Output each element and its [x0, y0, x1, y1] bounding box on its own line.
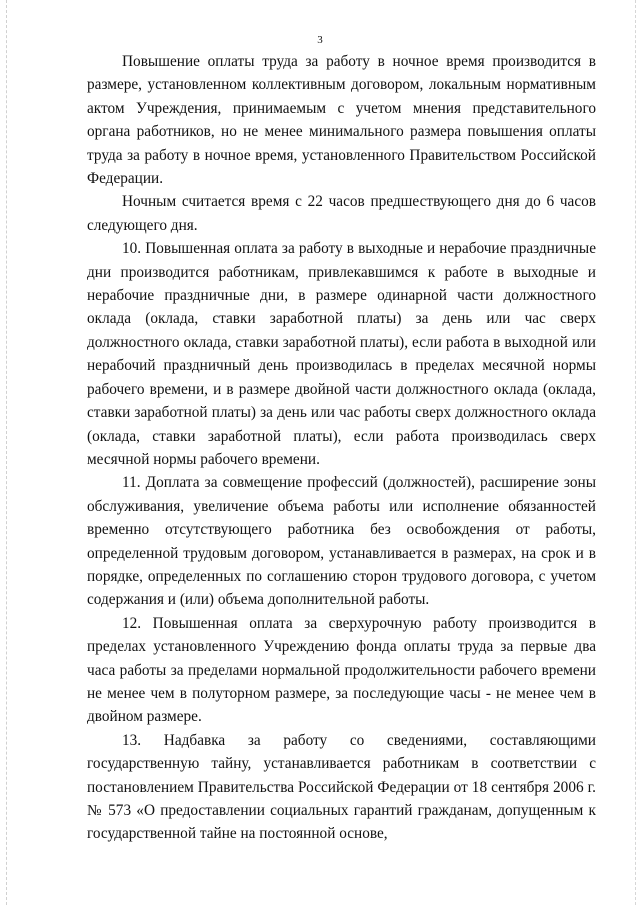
paragraph-11-combined-duties-pay: 11. Доплата за совмещение профессий (должностей), расширение зоны обслуживания, увеличение объема работы или исполнение обязанностей временно отсутствующего работника без освобождения от работы, определенной трудовым договором, устанавливается в размерах, на срок и в порядке, определенных по соглашению сторон трудового договора, с учетом содержания и (или) объема дополнительной работы.	[87, 474, 596, 609]
scan-right-edge	[635, 0, 636, 905]
paragraph-13-state-secret-allowance: 13. Надбавка за работу со сведениями, составляющими государственную тайну, устанавливается работникам в соответствии с постановлением Правительства Российской Федерации от 18 сентября 2006 г. № 573 «О предоставлении социальных гарантий гражданам, допущенным к государственной тайне на постоянной основе,	[87, 731, 596, 843]
paragraph-12-overtime-pay: 12. Повышенная оплата за сверхурочную работу производится в пределах установленного Учреждению фонда оплаты труда за первые два часа работы за пределами нормальной продолжительности рабочего времени не менее чем в полуторном размере, за последующие часы - не менее чем в двойном размере.	[87, 614, 596, 726]
paragraph-night-work-pay: Повышение оплаты труда за работу в ночное время производится в размере, установленном коллективным договором, локальным нормативным актом Учреждения, принимаемым с учетом мнения представительного органа работников, но не менее минимального размера повышения оплаты труда за работу в ночное время, установленного Правительством Российской Федерации.	[87, 53, 596, 188]
scan-left-edge	[6, 0, 7, 905]
page-number: 3	[317, 34, 323, 46]
paragraph-10-weekend-holiday-pay: 10. Повышенная оплата за работу в выходные и нерабочие праздничные дни производится работникам, привлекавшимся к работе в выходные и нерабочие праздничные дни, в размере одинарной части должностного оклада (оклада, ставки заработной платы) за день или час сверх должностного оклада, ставки заработной платы), если работа в выходной или нерабочий праздничный день производилась в пределах месячной нормы рабочего времени, и в размере двойной части должностного оклада (оклада, ставки заработной платы) за день или час работы сверх должностного оклада (оклада, ставки заработной платы), если работа производилась сверх месячной нормы рабочего времени.	[87, 240, 596, 468]
paragraph-night-time-definition: Ночным считается время с 22 часов предшествующего дня до 6 часов следующего дня.	[87, 193, 596, 234]
document-body	[87, 50, 596, 846]
